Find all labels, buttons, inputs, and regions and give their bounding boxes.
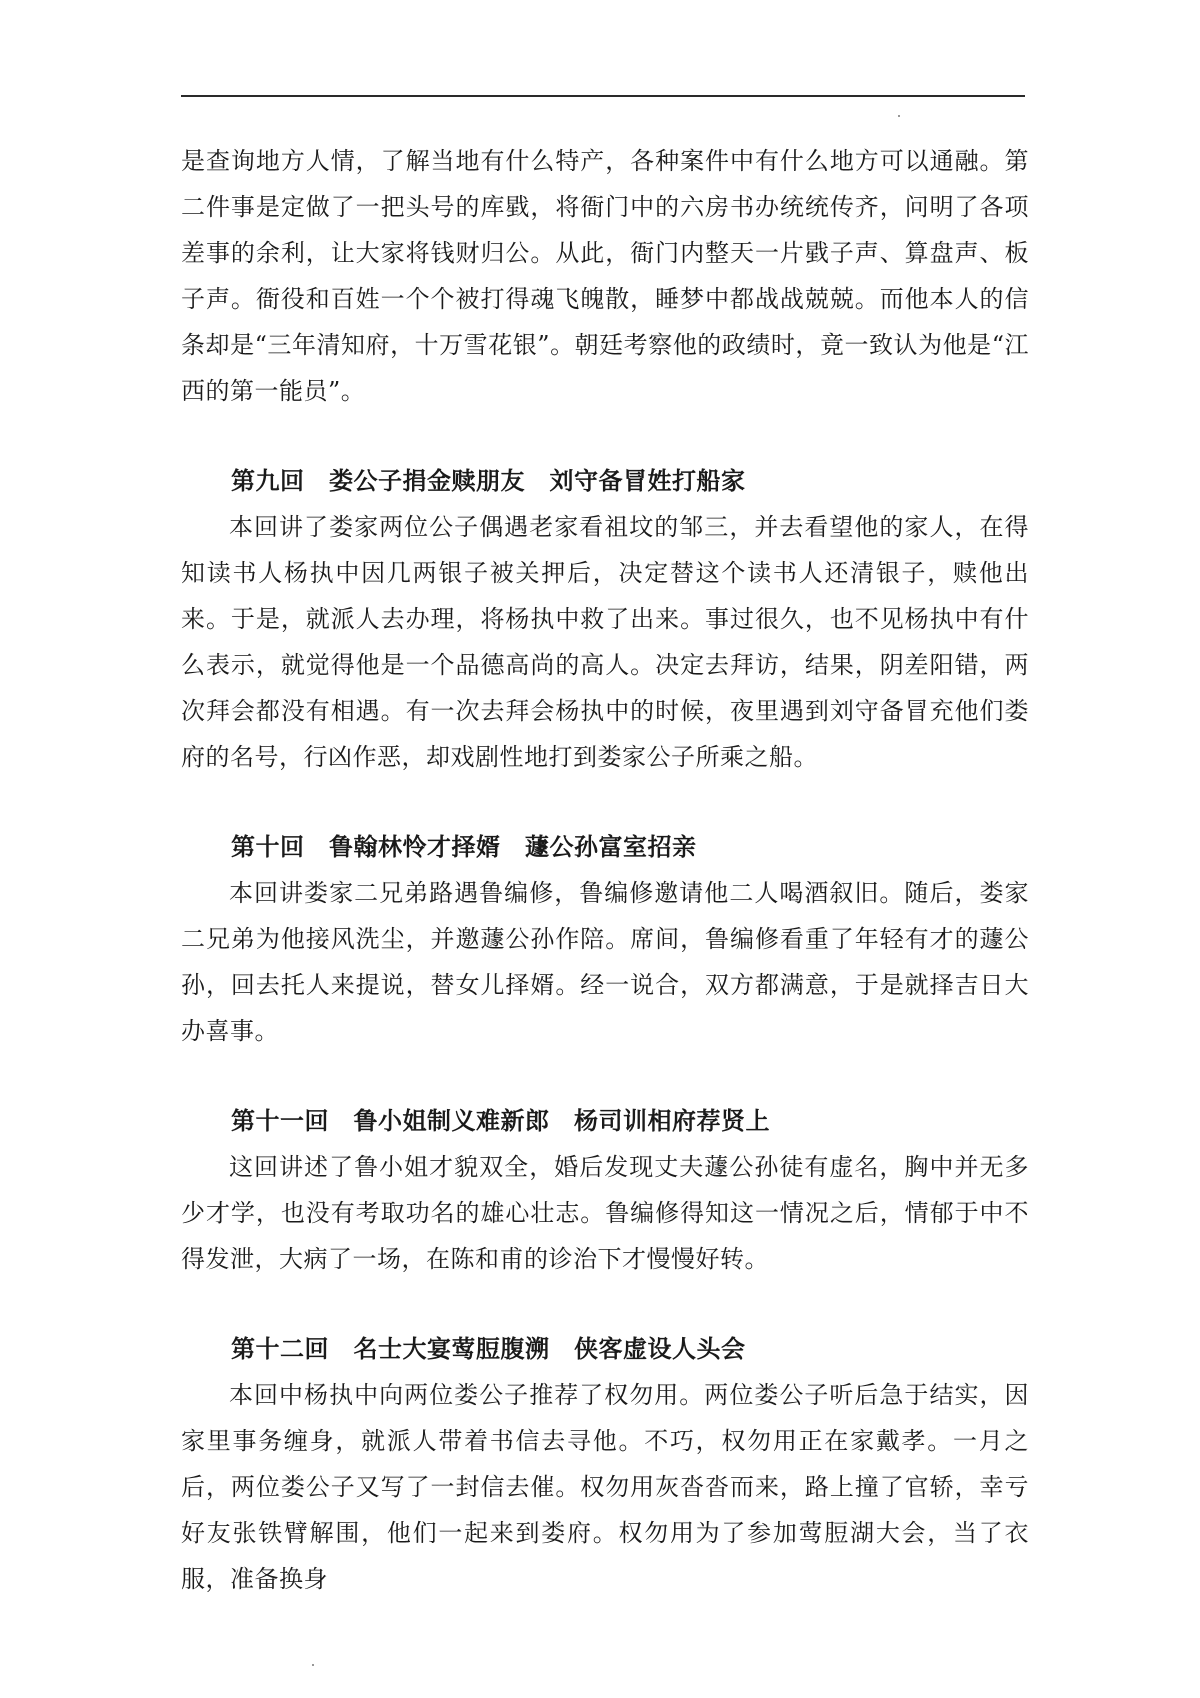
chapter-title: 第十一回 鲁小姐制义难新郎 杨司训相府荐贤上 bbox=[231, 1106, 770, 1135]
chapter-10 bbox=[181, 824, 1029, 1054]
scan-speck bbox=[312, 1664, 314, 1666]
chapter-9 bbox=[181, 458, 1029, 780]
chapter-title: 第十回 鲁翰林怜才择婿 蘧公孙富室招亲 bbox=[231, 832, 697, 861]
scan-speck bbox=[898, 115, 900, 117]
chapter-summary: 本回中杨执中向两位娄公子推荐了权勿用。两位娄公子听后急于结实，因家里事务缠身，就派人带着书信去寻他。不巧，权勿用正在家戴孝。一月之后，两位娄公子又写了一封信去催。权勿用灰沓沓而来，路上撞了官轿，幸亏好友张铁臂解围，他们一起来到娄府。权勿用为了参加莺脰湖大会，当了衣服，准备换身 bbox=[181, 1381, 1029, 1593]
chapter-11 bbox=[181, 1098, 1029, 1282]
chapter-summary: 本回讲娄家二兄弟路遇鲁编修，鲁编修邀请他二人喝酒叙旧。随后，娄家二兄弟为他接风洗尘，并邀蘧公孙作陪。席间，鲁编修看重了年轻有才的蘧公孙，回去托人来提说，替女儿择婿。经一说合，双方都满意，于是就择吉日大办喜事。 bbox=[181, 879, 1029, 1045]
chapter-summary: 本回讲了娄家两位公子偶遇老家看祖坟的邹三，并去看望他的家人，在得知读书人杨执中因几两银子被关押后，决定替这个读书人还清银子，赎他出来。于是，就派人去办理，将杨执中救了出来。事过很久，也不见杨执中有什么表示，就觉得他是一个品德高尚的高人。决定去拜访，结果，阴差阳错，两次拜会都没有相遇。有一次去拜会杨执中的时候，夜里遇到刘守备冒充他们娄府的名号，行凶作恶，却戏剧性地打到娄家公子所乘之船。 bbox=[181, 513, 1029, 771]
chapter-title: 第九回 娄公子捐金赎朋友 刘守备冒姓打船家 bbox=[231, 466, 746, 495]
page-content bbox=[181, 138, 1029, 1602]
header-rule bbox=[181, 95, 1025, 97]
chapter-12 bbox=[181, 1326, 1029, 1602]
chapter-summary: 这回讲述了鲁小姐才貌双全，婚后发现丈夫蘧公孙徒有虚名，胸中并无多少才学，也没有考取功名的雄心壮志。鲁编修得知这一情况之后，情郁于中不得发泄，大病了一场，在陈和甫的诊治下才慢慢好转。 bbox=[181, 1153, 1029, 1273]
chapter-title: 第十二回 名士大宴莺脰腹溯 侠客虚设人头会 bbox=[231, 1334, 746, 1363]
intro-paragraph: 是查询地方人情，了解当地有什么特产，各种案件中有什么地方可以通融。第二件事是定做了一把头号的库戥，将衙门中的六房书办统统传齐，问明了各项差事的余利，让大家将钱财归公。从此，衙门内整天一片戥子声、算盘声、板子声。衙役和百姓一个个被打得魂飞魄散，睡梦中都战战兢兢。而他本人的信条却是“三年清知府，十万雪花银”。朝廷考察他的政绩时，竟一致认为他是“江西的第一能员”。 bbox=[181, 147, 1029, 405]
